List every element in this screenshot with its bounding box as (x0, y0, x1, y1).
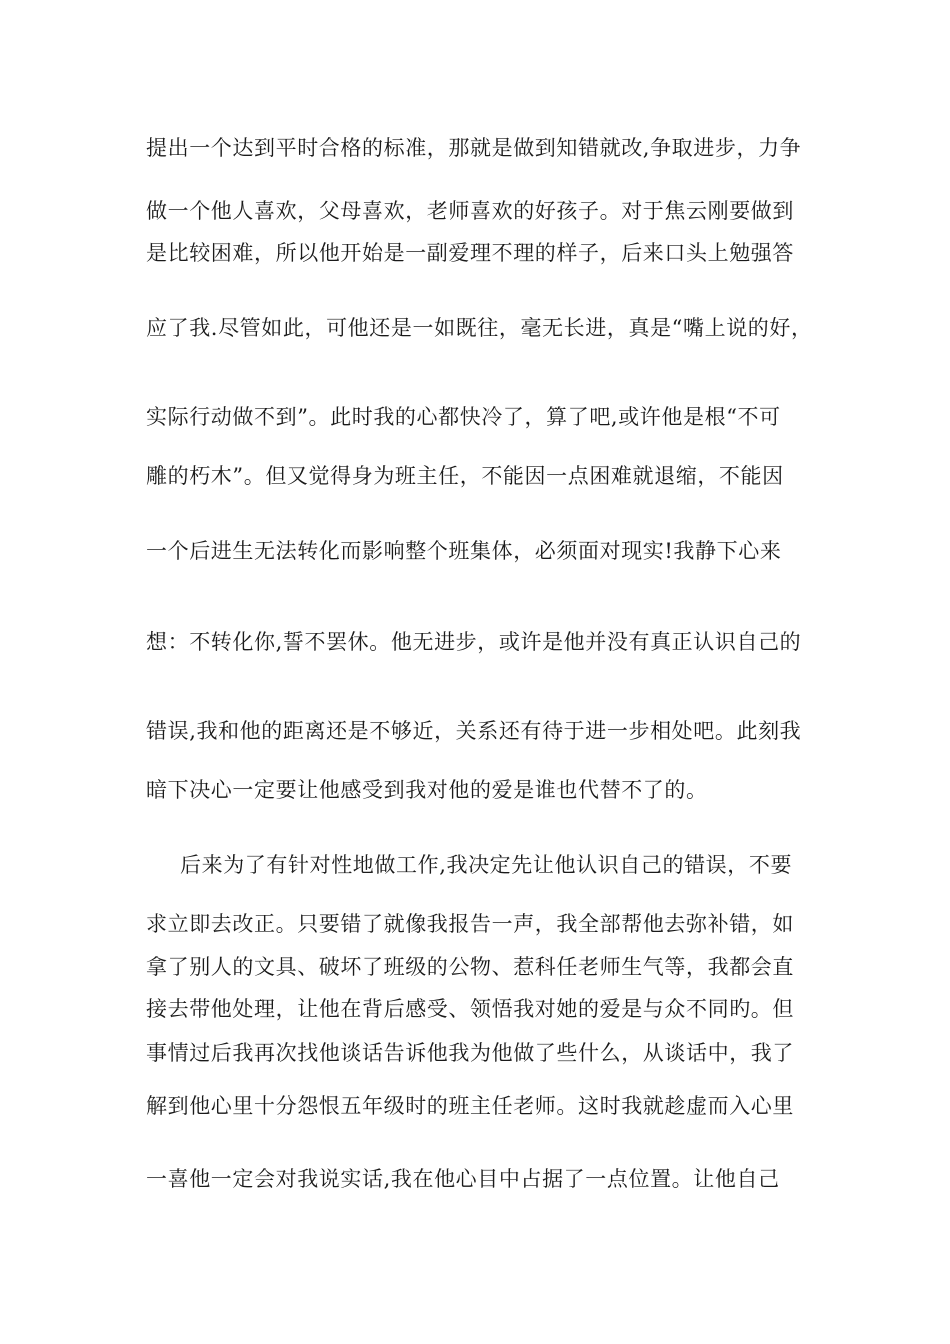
text-line: 解到他心里十分怨恨五年级时的班主任老师。这时我就趁虚而入心里 (146, 1094, 794, 1118)
text-line: 应了我.尽管如此，可他还是一如既往，毫无长进，真是“嘴上说的好， (146, 316, 813, 340)
text-line: 提出一个达到平时合格的标准，那就是做到知错就改,争取进步，力争 (146, 136, 802, 160)
text-line: 接去带他处理，让他在背后感受、领悟我对她的爱是与众不同旳。但 (146, 997, 794, 1021)
text-line: 求立即去改正。只要错了就像我报告一声，我全部帮他去弥补错，如 (146, 912, 794, 936)
text-line: 事情过后我再次找他谈话告诉他我为他做了些什么，从谈话中，我了 (146, 1041, 794, 1065)
text-line: 实际行动做不到”。此时我的心都快冷了，算了吧,或许他是根“不可 (146, 405, 781, 429)
text-line: 一喜他一定会对我说实话,我在他心目中占据了一点位置。让他自己 (146, 1167, 780, 1191)
text-line: 暗下决心一定要让他感受到我对他的爱是谁也代替不了的。 (146, 778, 708, 802)
text-line: 拿了别人的文具、破坏了班级的公物、惹科任老师生气等，我都会直 (146, 955, 794, 979)
text-line: 是比较困难，所以他开始是一副爱理不理的样子，后来口头上勉强答 (146, 241, 794, 265)
text-line: 错误,我和他的距离还是不够近，关系还有待于进一步相处吧。此刻我 (146, 719, 802, 743)
text-line: 雕的朽木”。但又觉得身为班主任，不能因一点困难就退缩，不能因 (146, 464, 784, 488)
text-line: 想：不转化你,誓不罢休。他无进步，或许是他并没有真正认识自己的 (146, 630, 802, 654)
paragraph-first-line: 后来为了有针对性地做工作,我决定先让他认识自己的错误，不要 (180, 853, 793, 877)
text-line: 做一个他人喜欢，父母喜欢，老师喜欢的好孩子。对于焦云刚要做到 (146, 199, 794, 223)
text-line: 一个后进生无法转化而影响整个班集体，必须面对现实!我静下心来 (146, 539, 782, 563)
